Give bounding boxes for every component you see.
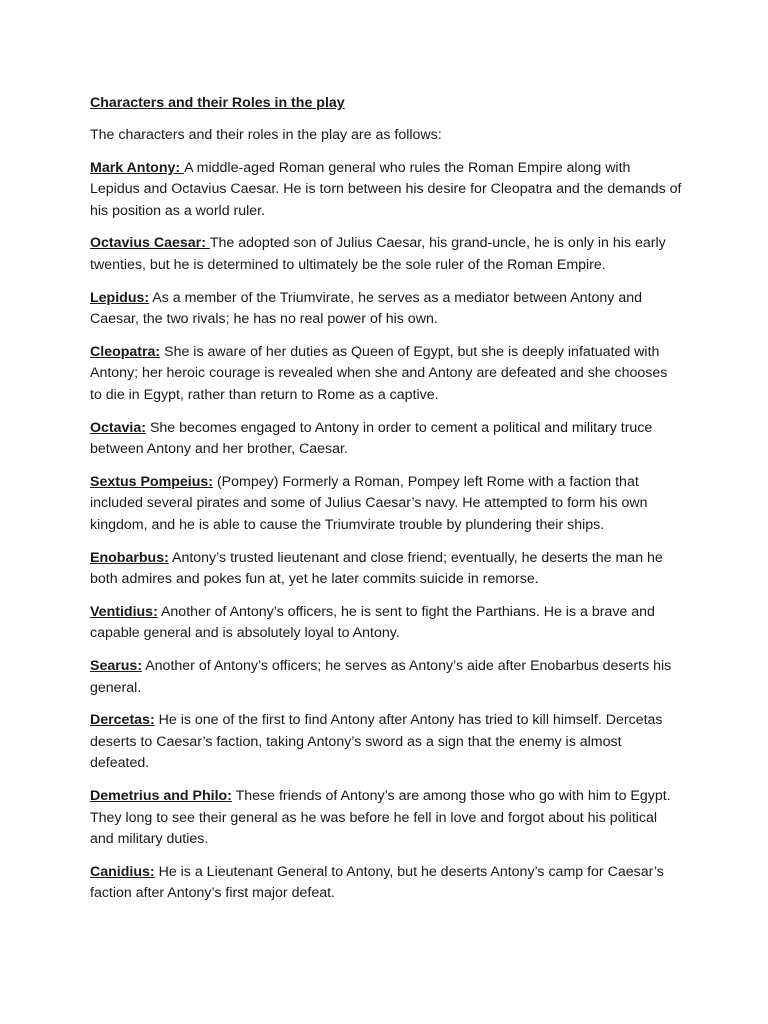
character-entry-octavia [90, 418, 682, 462]
character-entry-ventidius [90, 602, 682, 646]
character-name: Cleopatra: [90, 343, 161, 360]
character-entry-searus [90, 656, 682, 700]
character-description: The adopted son of Julius Caesar, his grand-uncle, he is only in his early twenties, but he is determined to ultimately be the sole ruler of the Roman Empire. [90, 235, 666, 274]
character-name: Lepidus: [90, 289, 150, 306]
character-entry-cleopatra [90, 342, 682, 407]
character-name: Demetrius and Philo: [90, 787, 232, 804]
character-entry-lepidus [90, 288, 682, 332]
character-name: Ventidius: [90, 603, 158, 620]
character-entry-canidius [90, 862, 682, 906]
character-name: Octavia: [90, 419, 146, 436]
character-description: A middle-aged Roman general who rules the Roman Empire along with Lepidus and Octavius Caesar. He is torn between his desire for Cleopatra and the demands of his position as a world ruler. [90, 159, 682, 220]
character-description: These friends of Antony’s are among those who go with him to Egypt. They long to see their general as he was before he fell in love and forgot about his political and military duties. [90, 787, 671, 848]
character-description: Another of Antony’s officers, he is sent to fight the Parthians. He is a brave and capable general and is absolutely loyal to Antony. [90, 603, 655, 642]
character-entry-octavius-caesar [90, 233, 682, 277]
character-entry-demetrius-and-philo [90, 786, 682, 851]
character-description: He is a Lieutenant General to Antony, but he deserts Antony’s camp for Caesar’s faction after Antony’s first major defeat. [90, 863, 664, 902]
section-heading: Characters and their Roles in the play [90, 95, 345, 111]
character-description: (Pompey) Formerly a Roman, Pompey left Rome with a faction that included several pirates and some of Julius Caesar’s navy. He attempted to form his own kingdom, and he is able to cause the Triumvirate trouble by plundering their ships. [90, 473, 648, 534]
character-name: Sextus Pompeius: [90, 473, 213, 490]
character-entry-sextus-pompeius [90, 472, 682, 537]
character-description: Another of Antony’s officers; he serves as Antony’s aide after Enobarbus deserts his general. [90, 657, 672, 696]
character-description: He is one of the first to find Antony after Antony has tried to kill himself. Dercetas deserts to Caesar’s faction, taking Antony’s sword as a sign that the enemy is almost defeated. [90, 711, 663, 772]
character-entry-mark-antony [90, 158, 682, 223]
character-entry-dercetas [90, 710, 682, 775]
document-page [90, 93, 682, 916]
character-description: As a member of the Triumvirate, he serves as a mediator between Antony and Caesar, the two rivals; he has no real power of his own. [90, 289, 642, 328]
character-name: Searus: [90, 657, 143, 674]
character-name: Octavius Caesar: [90, 235, 210, 252]
character-description: She becomes engaged to Antony in order to cement a political and military truce between Antony and her brother, Caesar. [90, 419, 653, 458]
character-description: She is aware of her duties as Queen of Egypt, but she is deeply infatuated with Antony; her heroic courage is revealed when she and Antony are defeated and she chooses to die in Egypt, rather than return to Rome as a captive. [90, 343, 668, 404]
character-name: Mark Antony: [90, 159, 185, 176]
character-name: Enobarbus: [90, 549, 169, 566]
character-entry-enobarbus [90, 548, 682, 592]
intro-paragraph: The characters and their roles in the play are as follows: [90, 127, 442, 144]
character-name: Dercetas: [90, 711, 155, 728]
character-name: Canidius: [90, 863, 155, 880]
character-description: Antony’s trusted lieutenant and close friend; eventually, he deserts the man he both admires and pokes fun at, yet he later commits suicide in remorse. [90, 549, 663, 588]
